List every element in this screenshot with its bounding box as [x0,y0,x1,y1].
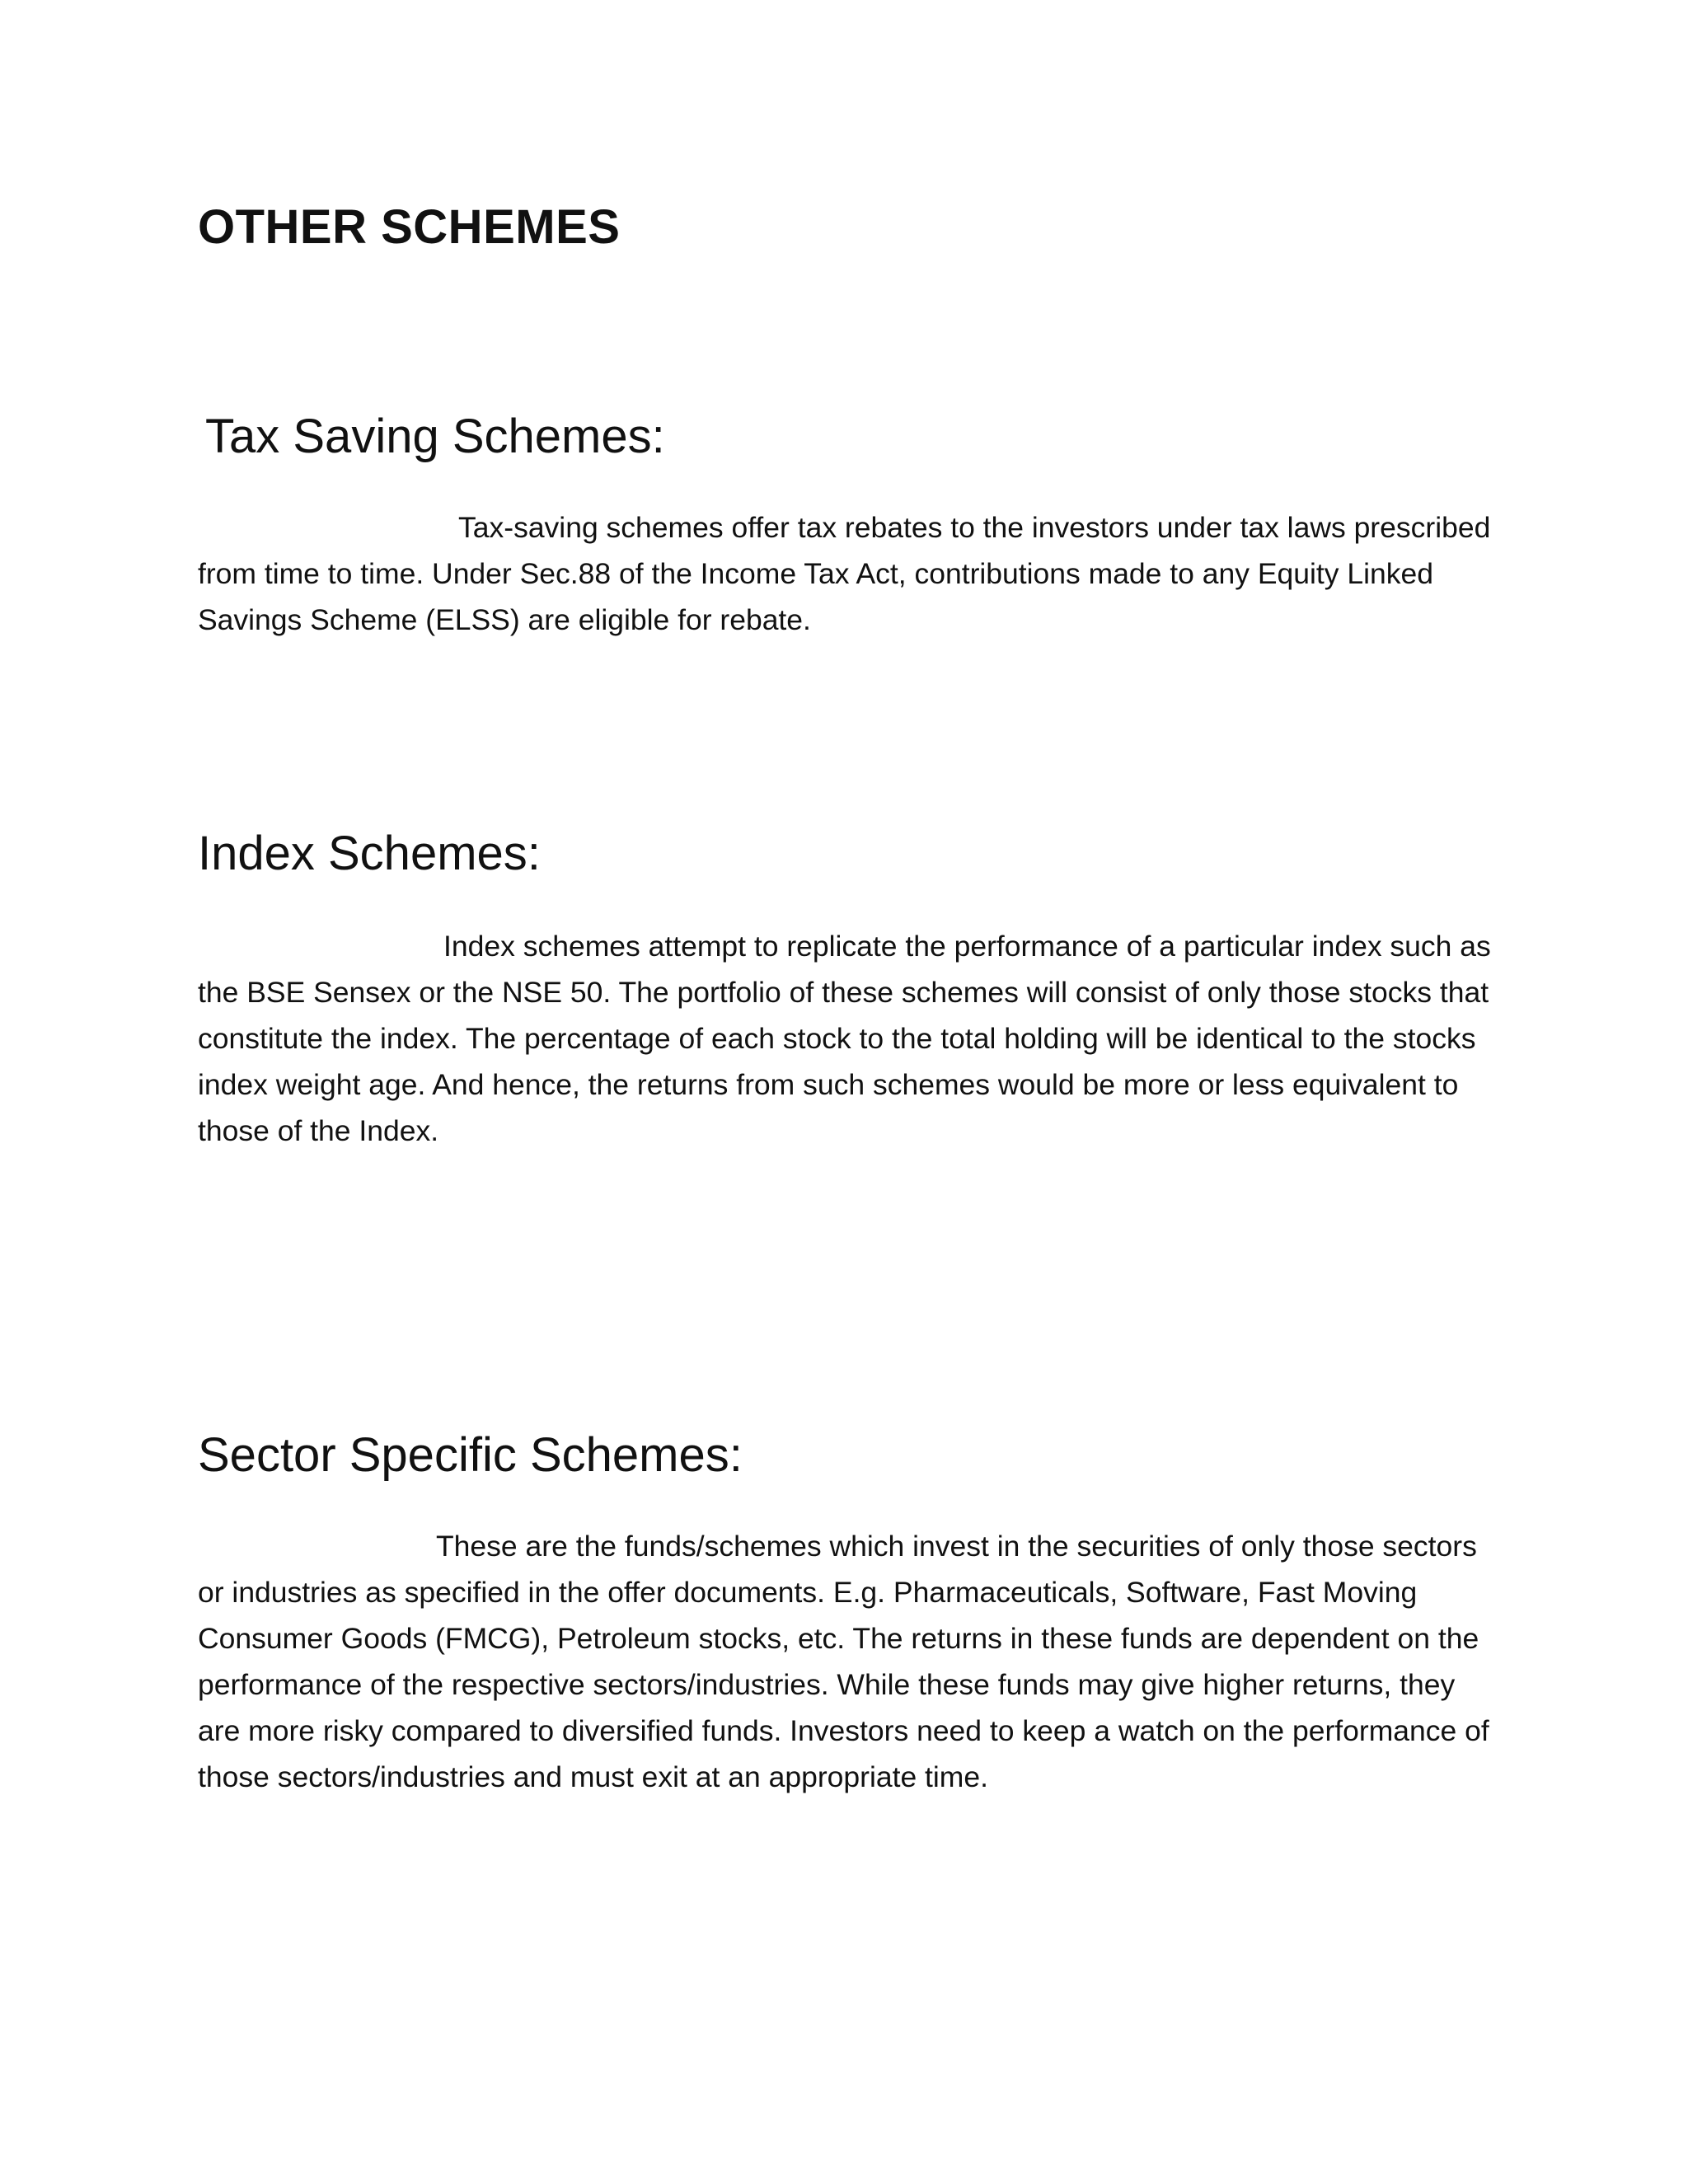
section-body: Tax-saving schemes offer tax rebates to the investors under tax laws prescribed from time to time. Under Sec.88 of the Income Tax Act, contributions made to any Equity Linked Savings Scheme (ELSS) are eligible for rebate. [198,510,1491,636]
section-paragraph [198,1523,1500,1800]
section-body: These are the funds/schemes which invest in the securities of only those sectors or industries as specified in the offer documents. E.g. Pharmaceuticals, Software, Fast Moving Consumer Goods (FMCG), Petroleum stocks, etc. The returns in these funds are dependent on the performance of the respective sectors/industries. While these funds may give higher returns, they are more risky compared to diversified funds. Investors need to keep a watch on the performance of those sectors/industries and must exit at an appropriate time. [198,1529,1489,1793]
section-paragraph [198,504,1500,643]
section-sector-specific-schemes [198,1429,1500,1800]
section-body: Index schemes attempt to replicate the performance of a particular index such as the BSE Sensex or the NSE 50. The portfolio of these schemes will consist of only those stocks that constitute the index. The percentage of each stock to the total holding will be identical to the stocks index weight age. And hence, the returns from such schemes would be more or less equivalent to those of the Index. [198,929,1491,1147]
page-title: OTHER SCHEMES [198,200,621,254]
section-heading: Sector Specific Schemes: [198,1428,743,1482]
section-index-schemes [198,827,1500,1154]
section-heading: Tax Saving Schemes: [205,410,665,463]
section-paragraph [198,923,1500,1154]
section-heading: Index Schemes: [198,827,541,880]
section-tax-saving-schemes [198,410,1500,643]
